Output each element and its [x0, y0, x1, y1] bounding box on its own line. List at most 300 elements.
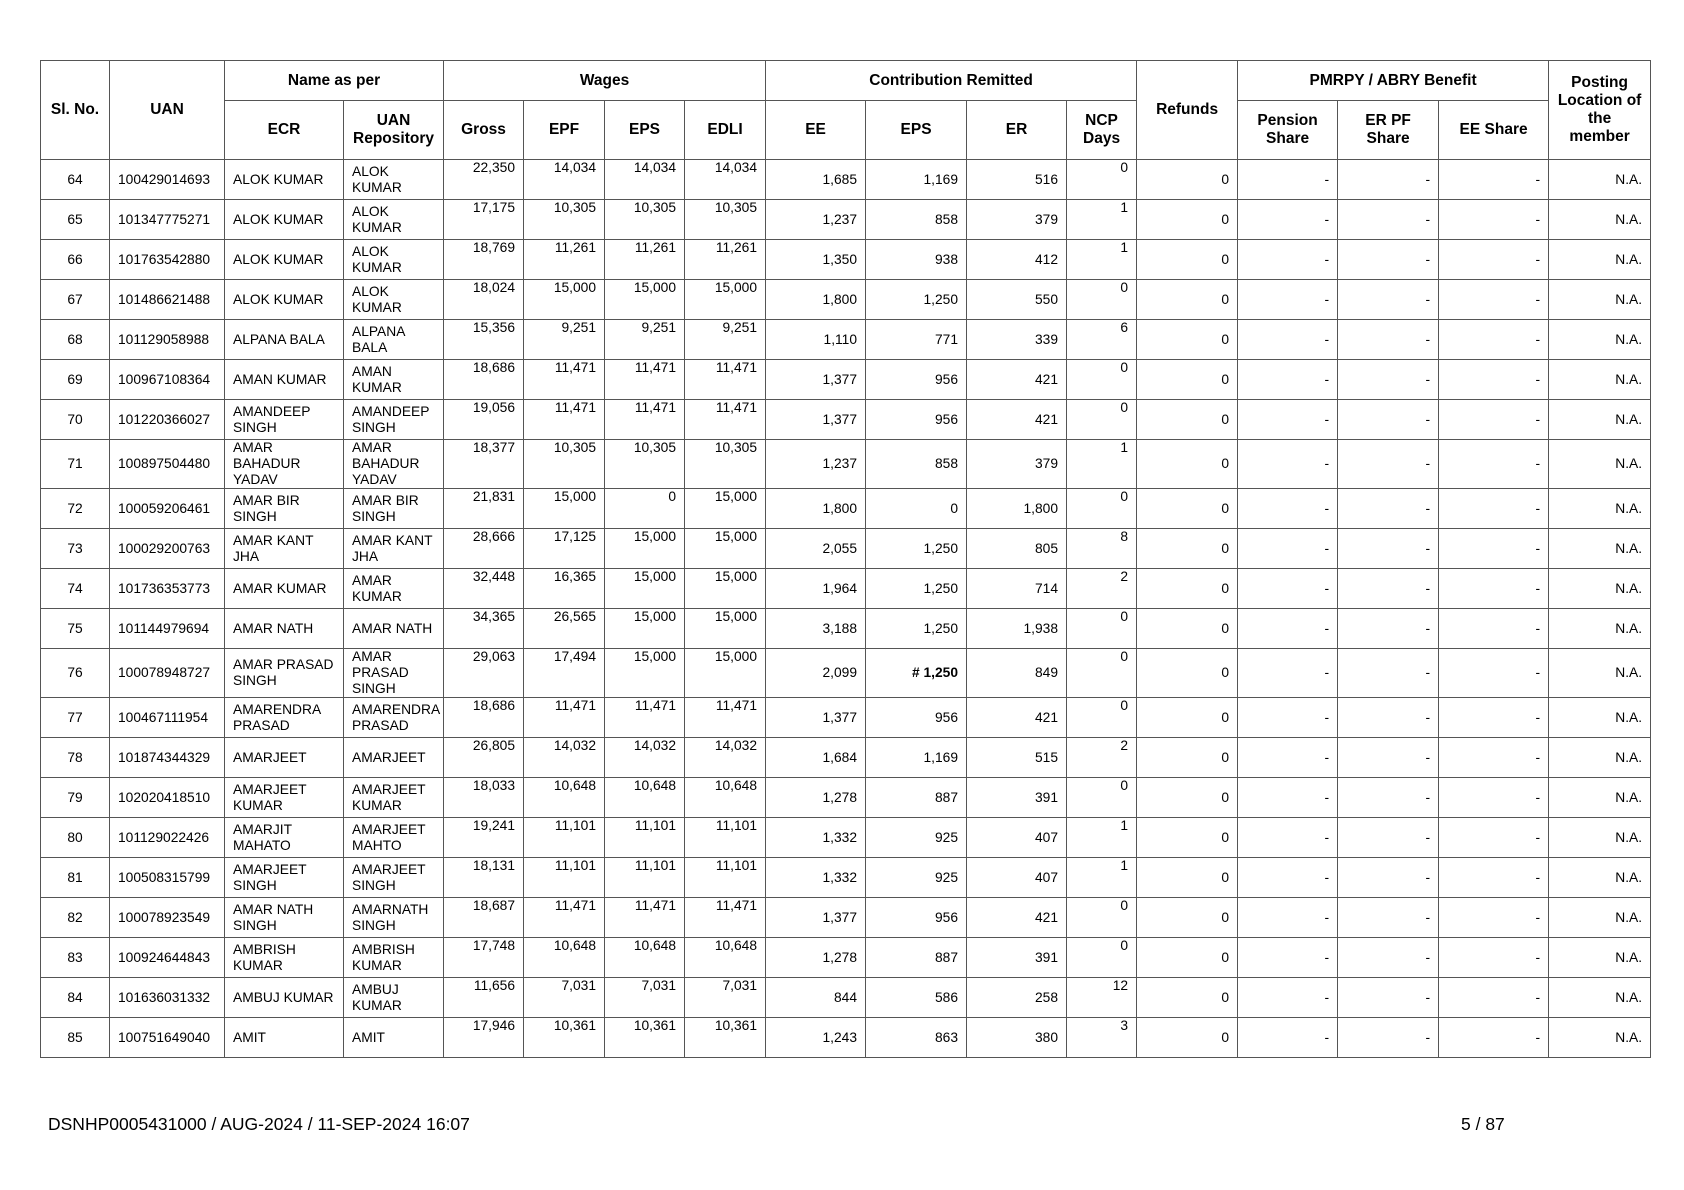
cell-sl-no: 70	[41, 400, 110, 440]
cell-ecr-name: AMAR PRASAD SINGH	[225, 649, 344, 698]
cell-er-pf-share: -	[1338, 160, 1439, 200]
cell-refunds: 0	[1137, 1018, 1238, 1058]
cell-pension-share: -	[1238, 489, 1338, 529]
table-row	[41, 649, 1651, 698]
cell-uan-repository-name: AMAR KUMAR	[344, 569, 444, 609]
table-row	[41, 160, 1651, 200]
cell-eps-contribution: 1,250	[866, 280, 967, 320]
cell-er: 1,938	[967, 609, 1067, 649]
cell-epf: 11,471	[524, 360, 605, 400]
cell-posting-location: N.A.	[1549, 360, 1651, 400]
cell-uan: 101220366027	[110, 400, 225, 440]
cell-uan: 100924644843	[110, 938, 225, 978]
cell-gross: 34,365	[444, 609, 524, 649]
cell-ecr-name: ALOK KUMAR	[225, 240, 344, 280]
cell-posting-location: N.A.	[1549, 569, 1651, 609]
cell-eps-contribution: 1,169	[866, 160, 967, 200]
cell-uan-repository-name: AMANDEEP SINGH	[344, 400, 444, 440]
cell-er-pf-share: -	[1338, 440, 1439, 489]
cell-pension-share: -	[1238, 898, 1338, 938]
cell-er-pf-share: -	[1338, 938, 1439, 978]
cell-ee-share: -	[1439, 938, 1549, 978]
cell-eps: 11,101	[605, 818, 685, 858]
table-row	[41, 569, 1651, 609]
cell-ee: 1,332	[766, 818, 866, 858]
cell-posting-location: N.A.	[1549, 818, 1651, 858]
cell-ee: 1,278	[766, 778, 866, 818]
cell-edli: 14,032	[685, 738, 766, 778]
cell-posting-location: N.A.	[1549, 898, 1651, 938]
cell-edli: 15,000	[685, 529, 766, 569]
cell-ecr-name: ALPANA BALA	[225, 320, 344, 360]
cell-epf: 7,031	[524, 978, 605, 1018]
cell-er-pf-share: -	[1338, 569, 1439, 609]
cell-pension-share: -	[1238, 938, 1338, 978]
cell-er: 380	[967, 1018, 1067, 1058]
cell-epf: 15,000	[524, 280, 605, 320]
cell-posting-location: N.A.	[1549, 400, 1651, 440]
cell-pension-share: -	[1238, 738, 1338, 778]
cell-posting-location: N.A.	[1549, 778, 1651, 818]
cell-er: 421	[967, 400, 1067, 440]
cell-er: 391	[967, 778, 1067, 818]
cell-uan: 100029200763	[110, 529, 225, 569]
cell-eps: 15,000	[605, 280, 685, 320]
cell-ee-share: -	[1439, 360, 1549, 400]
cell-sl-no: 69	[41, 360, 110, 400]
cell-epf: 10,305	[524, 200, 605, 240]
cell-epf: 17,125	[524, 529, 605, 569]
cell-pension-share: -	[1238, 280, 1338, 320]
cell-er: 379	[967, 200, 1067, 240]
cell-gross: 19,056	[444, 400, 524, 440]
cell-sl-no: 68	[41, 320, 110, 360]
cell-er-pf-share: -	[1338, 858, 1439, 898]
cell-ecr-name: AMIT	[225, 1018, 344, 1058]
cell-uan-repository-name: AMARJEET SINGH	[344, 858, 444, 898]
cell-gross: 32,448	[444, 569, 524, 609]
cell-eps-contribution: 1,250	[866, 569, 967, 609]
cell-pension-share: -	[1238, 818, 1338, 858]
cell-ee-share: -	[1439, 609, 1549, 649]
ecr-contribution-table	[40, 60, 1651, 1058]
cell-ee-share: -	[1439, 978, 1549, 1018]
cell-ecr-name: ALOK KUMAR	[225, 200, 344, 240]
cell-er: 407	[967, 858, 1067, 898]
cell-sl-no: 85	[41, 1018, 110, 1058]
cell-refunds: 0	[1137, 240, 1238, 280]
table-row	[41, 320, 1651, 360]
cell-uan: 101347775271	[110, 200, 225, 240]
cell-uan: 100078948727	[110, 649, 225, 698]
col-uan: UAN	[110, 61, 225, 160]
cell-gross: 18,686	[444, 360, 524, 400]
cell-gross: 28,666	[444, 529, 524, 569]
cell-er: 516	[967, 160, 1067, 200]
cell-ecr-name: AMAR NATH	[225, 609, 344, 649]
cell-refunds: 0	[1137, 280, 1238, 320]
cell-pension-share: -	[1238, 609, 1338, 649]
cell-uan-repository-name: AMARENDRA PRASAD	[344, 698, 444, 738]
cell-epf: 10,648	[524, 778, 605, 818]
cell-uan-repository-name: AMAN KUMAR	[344, 360, 444, 400]
cell-eps-contribution: 887	[866, 938, 967, 978]
cell-uan-repository-name: AMARJEET	[344, 738, 444, 778]
table-row	[41, 240, 1651, 280]
table-row	[41, 738, 1651, 778]
cell-ee-share: -	[1439, 858, 1549, 898]
cell-sl-no: 81	[41, 858, 110, 898]
table-row	[41, 1018, 1651, 1058]
cell-posting-location: N.A.	[1549, 280, 1651, 320]
table-row	[41, 400, 1651, 440]
cell-eps-contribution: 0	[866, 489, 967, 529]
cell-eps-contribution: 1,169	[866, 738, 967, 778]
cell-ee: 1,800	[766, 280, 866, 320]
cell-ncp-days: 0	[1067, 698, 1137, 738]
cell-ecr-name: AMAR BIR SINGH	[225, 489, 344, 529]
cell-eps-contribution: 956	[866, 698, 967, 738]
cell-er-pf-share: -	[1338, 898, 1439, 938]
table-row	[41, 858, 1651, 898]
cell-ncp-days: 1	[1067, 858, 1137, 898]
table-row	[41, 360, 1651, 400]
cell-gross: 11,656	[444, 978, 524, 1018]
cell-eps: 11,101	[605, 858, 685, 898]
cell-uan-repository-name: ALOK KUMAR	[344, 160, 444, 200]
table-row	[41, 698, 1651, 738]
cell-ncp-days: 0	[1067, 649, 1137, 698]
cell-edli: 10,305	[685, 440, 766, 489]
cell-eps: 10,648	[605, 938, 685, 978]
cell-epf: 11,101	[524, 818, 605, 858]
cell-eps: 7,031	[605, 978, 685, 1018]
cell-ee: 1,377	[766, 698, 866, 738]
cell-posting-location: N.A.	[1549, 738, 1651, 778]
cell-eps-contribution: 887	[866, 778, 967, 818]
cell-sl-no: 75	[41, 609, 110, 649]
cell-ee-share: -	[1439, 1018, 1549, 1058]
cell-gross: 29,063	[444, 649, 524, 698]
cell-ee-share: -	[1439, 400, 1549, 440]
cell-eps: 10,361	[605, 1018, 685, 1058]
cell-uan: 101636031332	[110, 978, 225, 1018]
col-ecr: ECR	[225, 101, 344, 160]
cell-posting-location: N.A.	[1549, 529, 1651, 569]
cell-ncp-days: 0	[1067, 778, 1137, 818]
cell-eps-contribution: 858	[866, 440, 967, 489]
cell-uan: 100967108364	[110, 360, 225, 400]
cell-eps: 10,648	[605, 778, 685, 818]
cell-epf: 16,365	[524, 569, 605, 609]
cell-eps-contribution: 858	[866, 200, 967, 240]
col-eps: EPS	[605, 101, 685, 160]
cell-ee: 844	[766, 978, 866, 1018]
cell-refunds: 0	[1137, 200, 1238, 240]
cell-uan-repository-name: ALOK KUMAR	[344, 280, 444, 320]
cell-ncp-days: 6	[1067, 320, 1137, 360]
cell-epf: 10,361	[524, 1018, 605, 1058]
cell-ee: 1,350	[766, 240, 866, 280]
cell-edli: 15,000	[685, 609, 766, 649]
cell-gross: 18,377	[444, 440, 524, 489]
cell-ecr-name: AMAN KUMAR	[225, 360, 344, 400]
cell-er: 421	[967, 898, 1067, 938]
cell-er: 1,800	[967, 489, 1067, 529]
cell-uan: 100508315799	[110, 858, 225, 898]
cell-ee-share: -	[1439, 529, 1549, 569]
cell-sl-no: 83	[41, 938, 110, 978]
cell-ee: 2,099	[766, 649, 866, 698]
cell-er: 550	[967, 280, 1067, 320]
cell-gross: 18,024	[444, 280, 524, 320]
cell-ncp-days: 12	[1067, 978, 1137, 1018]
cell-ee: 1,684	[766, 738, 866, 778]
table-header	[41, 61, 1651, 160]
cell-ncp-days: 0	[1067, 898, 1137, 938]
cell-eps: 14,032	[605, 738, 685, 778]
cell-er-pf-share: -	[1338, 698, 1439, 738]
cell-uan-repository-name: ALOK KUMAR	[344, 200, 444, 240]
cell-eps-contribution: 586	[866, 978, 967, 1018]
cell-refunds: 0	[1137, 978, 1238, 1018]
cell-ee-share: -	[1439, 489, 1549, 529]
cell-epf: 15,000	[524, 489, 605, 529]
cell-uan-repository-name: AMBUJ KUMAR	[344, 978, 444, 1018]
cell-edli: 11,101	[685, 858, 766, 898]
cell-sl-no: 76	[41, 649, 110, 698]
cell-uan: 101486621488	[110, 280, 225, 320]
cell-pension-share: -	[1238, 569, 1338, 609]
cell-er-pf-share: -	[1338, 360, 1439, 400]
cell-eps-contribution: 956	[866, 898, 967, 938]
cell-posting-location: N.A.	[1549, 320, 1651, 360]
cell-pension-share: -	[1238, 200, 1338, 240]
col-ee: EE	[766, 101, 866, 160]
col-refunds: Refunds	[1137, 61, 1238, 160]
cell-epf: 10,305	[524, 440, 605, 489]
cell-ecr-name: AMAR NATH SINGH	[225, 898, 344, 938]
col-er-pf-share: ER PF Share	[1338, 101, 1439, 160]
cell-epf: 9,251	[524, 320, 605, 360]
cell-ecr-name: ALOK KUMAR	[225, 280, 344, 320]
col-epf: EPF	[524, 101, 605, 160]
col-ee-share: EE Share	[1439, 101, 1549, 160]
cell-epf: 11,471	[524, 400, 605, 440]
cell-eps-contribution: 956	[866, 400, 967, 440]
cell-er-pf-share: -	[1338, 609, 1439, 649]
cell-er-pf-share: -	[1338, 738, 1439, 778]
cell-eps: 0	[605, 489, 685, 529]
cell-eps-contribution: # 1,250	[866, 649, 967, 698]
table-row	[41, 529, 1651, 569]
cell-er: 849	[967, 649, 1067, 698]
cell-pension-share: -	[1238, 240, 1338, 280]
cell-gross: 18,033	[444, 778, 524, 818]
cell-uan-repository-name: ALPANA BALA	[344, 320, 444, 360]
cell-eps-contribution: 1,250	[866, 609, 967, 649]
footer-doc-reference: DSNHP0005431000 / AUG-2024 / 11-SEP-2024 16:07	[48, 1114, 470, 1134]
cell-edli: 11,261	[685, 240, 766, 280]
cell-pension-share: -	[1238, 698, 1338, 738]
cell-pension-share: -	[1238, 160, 1338, 200]
cell-epf: 14,032	[524, 738, 605, 778]
cell-uan-repository-name: AMIT	[344, 1018, 444, 1058]
cell-uan: 101129022426	[110, 818, 225, 858]
cell-ee-share: -	[1439, 160, 1549, 200]
cell-ecr-name: ALOK KUMAR	[225, 160, 344, 200]
cell-er-pf-share: -	[1338, 778, 1439, 818]
cell-eps-contribution: 938	[866, 240, 967, 280]
cell-eps: 10,305	[605, 200, 685, 240]
cell-ecr-name: AMARJEET KUMAR	[225, 778, 344, 818]
cell-refunds: 0	[1137, 360, 1238, 400]
cell-refunds: 0	[1137, 649, 1238, 698]
cell-er: 714	[967, 569, 1067, 609]
cell-gross: 19,241	[444, 818, 524, 858]
cell-eps: 11,261	[605, 240, 685, 280]
cell-refunds: 0	[1137, 778, 1238, 818]
cell-eps: 11,471	[605, 898, 685, 938]
cell-ee-share: -	[1439, 320, 1549, 360]
cell-ee: 1,800	[766, 489, 866, 529]
cell-gross: 18,686	[444, 698, 524, 738]
cell-ee: 1,332	[766, 858, 866, 898]
cell-uan: 101129058988	[110, 320, 225, 360]
cell-ncp-days: 0	[1067, 609, 1137, 649]
cell-uan-repository-name: AMAR PRASAD SINGH	[344, 649, 444, 698]
table-row	[41, 938, 1651, 978]
cell-ee: 1,377	[766, 400, 866, 440]
cell-sl-no: 72	[41, 489, 110, 529]
cell-ncp-days: 0	[1067, 400, 1137, 440]
cell-posting-location: N.A.	[1549, 858, 1651, 898]
cell-er: 805	[967, 529, 1067, 569]
cell-refunds: 0	[1137, 858, 1238, 898]
cell-sl-no: 80	[41, 818, 110, 858]
cell-edli: 15,000	[685, 649, 766, 698]
cell-epf: 17,494	[524, 649, 605, 698]
cell-posting-location: N.A.	[1549, 978, 1651, 1018]
cell-gross: 17,748	[444, 938, 524, 978]
cell-epf: 11,261	[524, 240, 605, 280]
cell-ee: 1,237	[766, 440, 866, 489]
cell-sl-no: 74	[41, 569, 110, 609]
cell-refunds: 0	[1137, 160, 1238, 200]
cell-ee: 1,278	[766, 938, 866, 978]
cell-edli: 10,648	[685, 938, 766, 978]
cell-eps: 15,000	[605, 569, 685, 609]
cell-edli: 15,000	[685, 280, 766, 320]
cell-er-pf-share: -	[1338, 320, 1439, 360]
cell-edli: 11,471	[685, 898, 766, 938]
cell-ncp-days: 1	[1067, 200, 1137, 240]
cell-gross: 18,131	[444, 858, 524, 898]
cell-ee-share: -	[1439, 200, 1549, 240]
cell-uan: 101874344329	[110, 738, 225, 778]
cell-pension-share: -	[1238, 440, 1338, 489]
table-row	[41, 440, 1651, 489]
cell-ee-share: -	[1439, 440, 1549, 489]
cell-ee: 1,377	[766, 898, 866, 938]
cell-uan: 100897504480	[110, 440, 225, 489]
cell-pension-share: -	[1238, 649, 1338, 698]
cell-ee-share: -	[1439, 649, 1549, 698]
cell-eps: 9,251	[605, 320, 685, 360]
cell-ncp-days: 2	[1067, 738, 1137, 778]
cell-edli: 15,000	[685, 569, 766, 609]
cell-edli: 10,361	[685, 1018, 766, 1058]
table-row	[41, 200, 1651, 240]
cell-pension-share: -	[1238, 360, 1338, 400]
cell-ee: 1,243	[766, 1018, 866, 1058]
cell-uan: 100059206461	[110, 489, 225, 529]
col-eps-contribution: EPS	[866, 101, 967, 160]
cell-uan-repository-name: ALOK KUMAR	[344, 240, 444, 280]
cell-uan-repository-name: AMARNATH SINGH	[344, 898, 444, 938]
cell-er-pf-share: -	[1338, 489, 1439, 529]
cell-uan-repository-name: AMAR KANT JHA	[344, 529, 444, 569]
cell-ee: 1,377	[766, 360, 866, 400]
cell-sl-no: 71	[41, 440, 110, 489]
cell-uan-repository-name: AMAR BAHADUR YADAV	[344, 440, 444, 489]
col-gross: Gross	[444, 101, 524, 160]
cell-ee-share: -	[1439, 738, 1549, 778]
cell-refunds: 0	[1137, 569, 1238, 609]
cell-sl-no: 66	[41, 240, 110, 280]
cell-uan-repository-name: AMAR NATH	[344, 609, 444, 649]
cell-ecr-name: AMARJIT MAHATO	[225, 818, 344, 858]
cell-pension-share: -	[1238, 400, 1338, 440]
cell-ecr-name: AMBRISH KUMAR	[225, 938, 344, 978]
cell-er: 379	[967, 440, 1067, 489]
cell-uan-repository-name: AMAR BIR SINGH	[344, 489, 444, 529]
cell-er: 421	[967, 698, 1067, 738]
cell-edli: 10,648	[685, 778, 766, 818]
col-ncp-days: NCP Days	[1067, 101, 1137, 160]
cell-sl-no: 65	[41, 200, 110, 240]
cell-eps-contribution: 863	[866, 1018, 967, 1058]
cell-sl-no: 77	[41, 698, 110, 738]
cell-edli: 11,471	[685, 698, 766, 738]
cell-posting-location: N.A.	[1549, 160, 1651, 200]
cell-pension-share: -	[1238, 1018, 1338, 1058]
cell-er-pf-share: -	[1338, 200, 1439, 240]
cell-edli: 11,471	[685, 400, 766, 440]
cell-eps: 15,000	[605, 529, 685, 569]
cell-pension-share: -	[1238, 978, 1338, 1018]
cell-eps: 15,000	[605, 609, 685, 649]
cell-uan: 102020418510	[110, 778, 225, 818]
cell-ee-share: -	[1439, 569, 1549, 609]
cell-er-pf-share: -	[1338, 280, 1439, 320]
cell-ncp-days: 1	[1067, 440, 1137, 489]
col-uan-repository: UAN Repository	[344, 101, 444, 160]
cell-edli: 11,471	[685, 360, 766, 400]
cell-ecr-name: AMARJEET SINGH	[225, 858, 344, 898]
table-row	[41, 818, 1651, 858]
group-contribution-remitted: Contribution Remitted	[766, 61, 1137, 101]
cell-eps: 10,305	[605, 440, 685, 489]
cell-refunds: 0	[1137, 818, 1238, 858]
cell-er: 515	[967, 738, 1067, 778]
cell-posting-location: N.A.	[1549, 649, 1651, 698]
cell-er: 339	[967, 320, 1067, 360]
cell-er: 407	[967, 818, 1067, 858]
cell-epf: 11,471	[524, 898, 605, 938]
cell-refunds: 0	[1137, 609, 1238, 649]
cell-epf: 11,471	[524, 698, 605, 738]
